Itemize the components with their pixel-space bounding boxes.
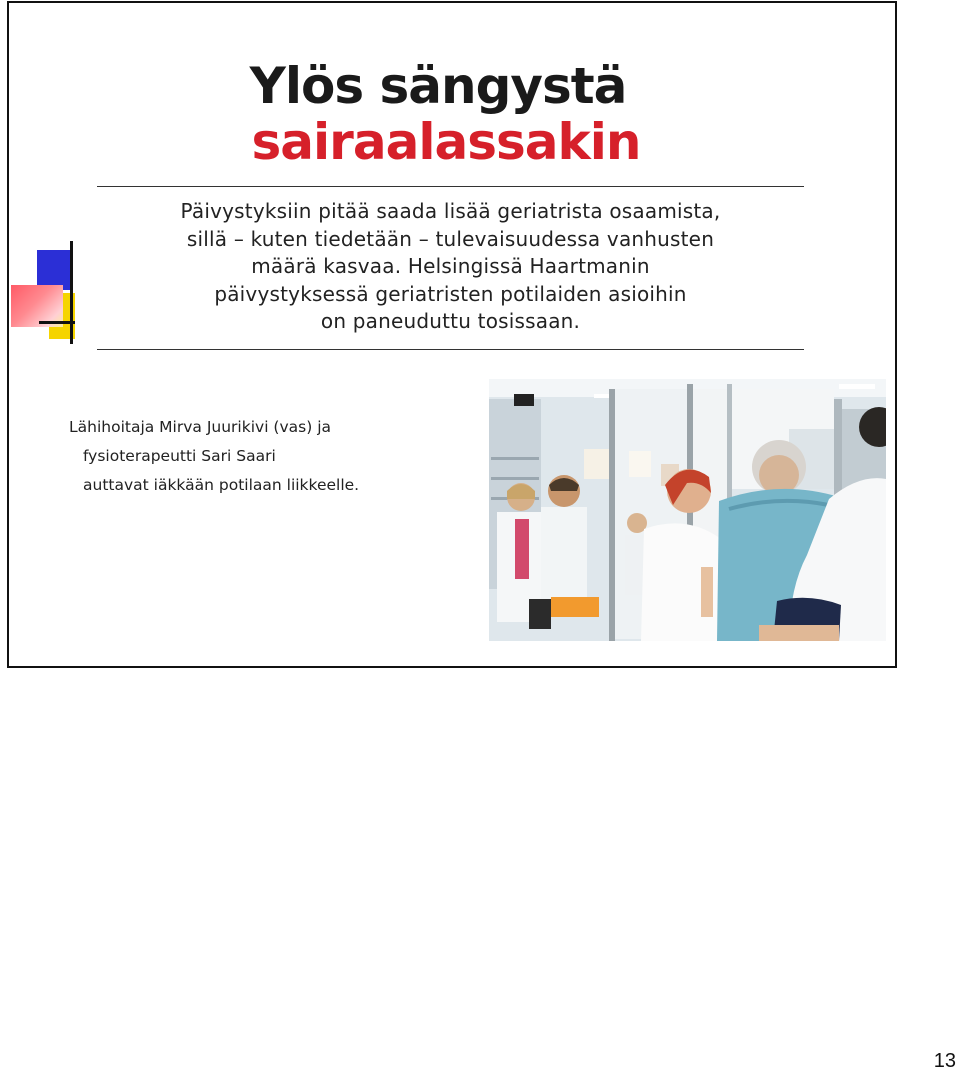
lede-paragraph bbox=[97, 198, 804, 336]
hospital-photo bbox=[489, 379, 886, 641]
headline-line-2: sairaalassakin bbox=[251, 113, 641, 171]
hospital-photo-illustration bbox=[489, 379, 886, 641]
caption-line: Lähihoitaja Mirva Juurikivi (vas) ja bbox=[69, 418, 331, 436]
lede-line: Päivystyksiin pitää saada lisää geriatrista osaamista, bbox=[180, 199, 721, 223]
caption-line: fysioterapeutti Sari Saari bbox=[83, 447, 276, 465]
lede-line: on paneuduttu tosissaan. bbox=[320, 309, 581, 333]
lede-line: sillä – kuten tiedetään – tulevaisuudessa vanhusten bbox=[186, 226, 715, 251]
divider-bottom bbox=[97, 349, 804, 350]
lede-line: määrä kasvaa. Helsingissä Haartmanin bbox=[251, 254, 650, 278]
logo-blue-square bbox=[37, 250, 73, 290]
slide bbox=[7, 1, 897, 668]
headline-line-1: Ylös sängystä bbox=[249, 57, 627, 115]
page-number: 13 bbox=[933, 1050, 956, 1072]
caption-line: auttavat iäkkään potilaan liikkeelle. bbox=[83, 476, 360, 494]
divider-top bbox=[97, 186, 804, 187]
lede-line: päivystyksessä geriatristen potilaiden asioihin bbox=[214, 281, 687, 306]
photo-caption bbox=[69, 413, 359, 500]
logo-vertical-line bbox=[70, 241, 73, 344]
logo-horizontal-line bbox=[39, 321, 75, 324]
